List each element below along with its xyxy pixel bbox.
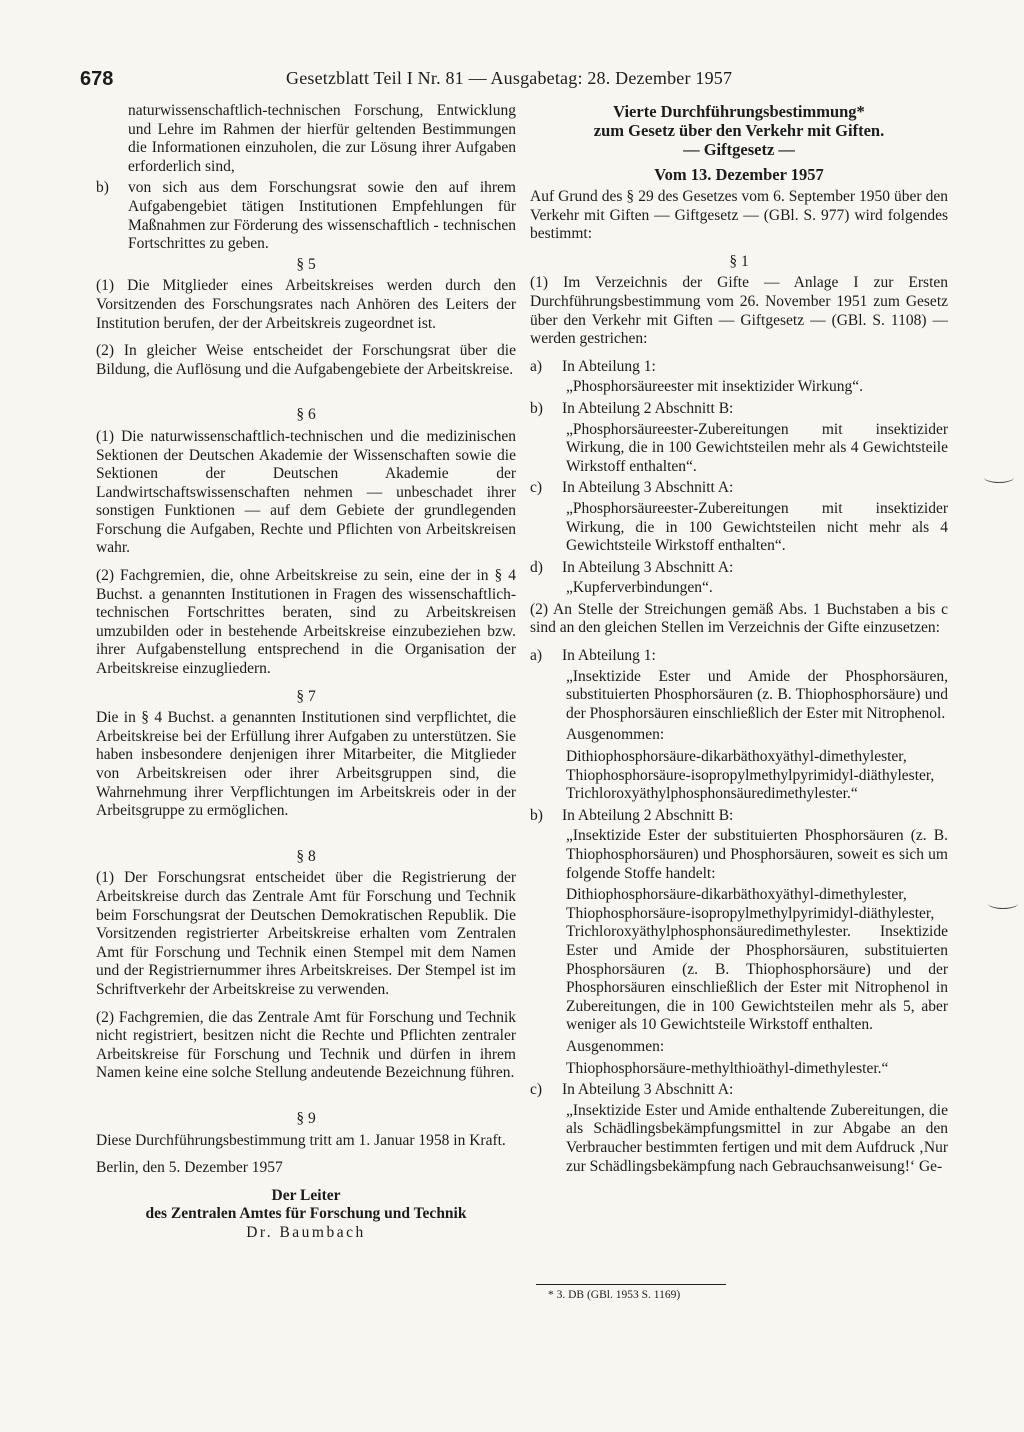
preamble: Auf Grund des § 29 des Gesetzes vom 6. September 1950 über den Verkehr mit Giften — Giftgesetz — (GBl. S. 977) wird folgendes bestimmt: — [530, 188, 948, 243]
quote: „Phosphorsäureester-Zubereitungen mit insektizider Wirkung, die in 100 Gewichtsteilen mehr als 4 Gewichtsteile Wirkstoff enthalten“. — [566, 420, 948, 475]
right-column — [530, 102, 948, 1179]
paragraph: Diese Durchführungsbestimmung tritt am 1. Januar 1958 in Kraft. — [96, 1131, 506, 1149]
quote: „Insektizide Ester und Amide enthaltende Zubereitungen, die als Schädlingsbekämpfungsmittel in zur Abgabe an den Verbraucher bestimmten fertigen und mit dem Aufdruck ‚Nur zur Schädlingsbekämpfung nach Gebrauchsanweisung!‘ Ge- — [566, 1101, 948, 1175]
left-column — [96, 102, 516, 1242]
list-label: b) — [530, 806, 543, 824]
exception-label: Ausgenommen: — [566, 1037, 665, 1055]
list-text: von sich aus dem Forschungsrat sowie den auf ihrem Aufgabengebiet tätigen Institutionen Empfehlungen für Maßnahmen zur Förderung des wissenschaftlich - technischen Fortschrittes zu geben. — [128, 179, 516, 253]
decree-date: Vom 13. Dezember 1957 — [654, 165, 824, 184]
decree-title-2: zum Gesetz über den Verkehr mit Giften. — [593, 121, 885, 140]
list-text: In Abteilung 3 Abschnitt A: — [562, 1081, 734, 1099]
exception-text: Thiophosphorsäure-methylthioäthyl-dimethylester.“ — [566, 1059, 889, 1077]
page-header — [80, 64, 960, 94]
section-heading-8: § 8 — [296, 847, 316, 865]
list-text: In Abteilung 1: — [562, 647, 656, 665]
section-heading-9: § 9 — [296, 1109, 316, 1127]
paragraph: (1) Die Mitglieder eines Arbeitskreises werden durch den Vorsitzenden des Forschungsrates nach Anhören des Leiters der Institution berufen, der der Arbeitskreis zugeordnet ist. — [96, 277, 516, 332]
decree-title-3: — Giftgesetz — — [683, 140, 795, 159]
quote: „Phosphorsäureester mit insektizider Wirkung“. — [566, 378, 863, 396]
signature-title: Der Leiter — [271, 1186, 341, 1204]
paragraph: (2) In gleicher Weise entscheidet der Forschungsrat über die Bildung, die Auflösung und die Aufgabengebiete der Arbeitskreise. — [96, 342, 516, 378]
decree-title-1: Vierte Durchführungsbestimmung* — [613, 102, 865, 121]
running-head: Gesetzblatt Teil I Nr. 81 — Ausgabetag: 28. Dezember 1957 — [286, 68, 733, 88]
list-text: In Abteilung 1: — [562, 357, 656, 375]
exception-text: Dithiophosphorsäure-dikarbäthoxyäthyl-dimethylester, Thiophosphorsäure-isopropylmethylpyrimidyl-diäthylester, Trichloroxyäthylphosphonsäuredimethylester.“ — [566, 748, 935, 803]
quote: „Insektizide Ester der substituierten Phosphorsäuren (z. B. Thiophosphorsäuren) und Phosphorsäuren, soweit es sich um folgende Stoffe handelt: — [566, 827, 948, 882]
signature-office: des Zentralen Amtes für Forschung und Technik — [145, 1205, 467, 1223]
quote: „Phosphorsäureester-Zubereitungen mit insektizider Wirkung, die in 100 Gewichtsteilen nicht mehr als 4 Gewichtsteile Wirkstoff enthalten“. — [566, 499, 948, 555]
list-item-d — [530, 559, 948, 578]
paragraph: (2) An Stelle der Streichungen gemäß Abs. 1 Buchstaben a bis c sind an den gleichen Stellen im Verzeichnis der Gifte einzusetzen: — [530, 600, 948, 637]
paragraph: Die in § 4 Buchst. a genannten Institutionen sind verpflichtet, die Arbeitskreise bei der Erfüllung ihrer Aufgaben zu unterstützen. Sie haben insbesondere denjenigen ihrer Mitarbeiter, die Mitglieder von Arbeitskreisen oder ihrer Arbeitsgruppen sind, die Wahrnehmung ihrer Verpflichtungen im Arbeitskreis oder in der Arbeitsgruppe zu ermöglichen. — [96, 709, 516, 820]
footnote-rule — [536, 1284, 726, 1285]
list-item-b2 — [530, 807, 948, 826]
substance-list: Dithiophosphorsäure-dikarbäthoxyäthyl-dimethylester, Thiophosphorsäure-isopropylmethylpyrimidyl-diäthylester, Trichloroxyäthylphosphonsäuredimethylester. Insektizide Ester und Amide der Phosphorsäuren, substituierten Phosphorsäuren (z. B. Thiophosphorsäure) und der Phosphorsäuren einschließlich der Ester mit Nitrophenol in Zubereitungen, die in 100 Gewichtsteilen mehr als 5, aber weniger als 10 Gewichtsteile Wirkstoff enthalten. — [566, 886, 948, 1034]
list-label: c) — [530, 479, 543, 497]
quote: „Kupferverbindungen“. — [566, 579, 713, 597]
list-item-b — [530, 400, 948, 419]
paragraph: (2) Fachgremien, die das Zentrale Amt für Forschung und Technik nicht registriert, besitzen nicht die Rechte und Pflichten zentraler Arbeitskreise für Forschung und Technik und dürfen in ihrem Namen keine eine solche Stellung andeutende Bezeichnung führen. — [96, 1008, 516, 1082]
paragraph: (1) Der Forschungsrat entscheidet über die Registrierung der Arbeitskreise durch das Zentrale Amt für Forschung und Technik beim Forschungsrat der Deutschen Demokratischen Republik. Die Vorsitzenden registrierter Arbeitskreise erhalten vom Zentralen Amt für Forschung und Technik einen Stempel mit dem Namen und der Registriernummer ihres Arbeitskreises. Der Stempel ist im Schriftverkehr der Arbeitskreise zu verwenden. — [96, 869, 516, 998]
section-heading-7: § 7 — [296, 687, 316, 705]
margin-mark — [984, 472, 1014, 483]
list-label: a) — [530, 647, 543, 665]
paragraph: (2) Fachgremien, die, ohne Arbeitskreise zu sein, eine der in § 4 Buchst. a genannten Institutionen in Fragen des wissenschaftlich-technischen Fortschrittes beraten, sind zu Arbeitskreisen umzubilden oder in bestehende Arbeitskreise einzubeziehen bzw. ihrer Aufgabenstellung entsprechend in die Organisation der Arbeitskreise einzugliedern. — [96, 567, 516, 678]
list-label: c) — [530, 1081, 543, 1099]
list-text: In Abteilung 2 Abschnitt B: — [562, 399, 734, 417]
place-date: Berlin, den 5. Dezember 1957 — [96, 1159, 283, 1177]
list-label: d) — [530, 558, 543, 576]
list-item-a2 — [530, 647, 948, 666]
quote: „Insektizide Ester und Amide der Phosphorsäuren, substituierten Phosphorsäuren (z. B. Thiophosphorsäure) und der Phosphorsäuren einschließlich der Ester mit Nitrophenol. — [566, 667, 948, 722]
list-text: In Abteilung 3 Abschnitt A: — [562, 558, 734, 576]
list-item-c — [530, 479, 948, 498]
section-heading-5: § 5 — [296, 255, 316, 273]
list-label: a) — [530, 357, 543, 375]
paragraph: (1) Die naturwissenschaftlich-technischen und die medizinischen Sektionen der Deutschen Akademie der Wissenschaften sowie die Sektionen der Deutschen Akademie der Landwirtschaftswissenschaften nehmen — unbeschadet ihrer sonstigen Funktionen — auf dem Gebiete der grundlegenden Forschung die Aufgaben, Rechte und Pflichten von Arbeitskreisen wahr. — [96, 427, 516, 557]
list-item-c2 — [530, 1081, 948, 1100]
signature-name: Dr. Baumbach — [246, 1223, 366, 1241]
list-text: In Abteilung 3 Abschnitt A: — [562, 479, 734, 497]
exception-label: Ausgenommen: — [566, 726, 665, 744]
list-label: b) — [530, 399, 543, 417]
page-number: 678 — [80, 68, 114, 90]
list-item-b — [96, 179, 516, 253]
list-item-a — [530, 358, 948, 377]
paragraph: (1) Im Verzeichnis der Gifte — Anlage I zur Ersten Durchführungsbestimmung vom 26. November 1951 zum Gesetz über den Verkehr mit Giften — Giftgesetz — (GBl. S. 1108) — werden gestrichen: — [530, 274, 948, 348]
section-heading-1: § 1 — [729, 252, 749, 270]
footnote: * 3. DB (GBl. 1953 S. 1169) — [548, 1289, 681, 1301]
section-heading-6: § 6 — [296, 406, 316, 424]
margin-mark — [988, 898, 1018, 909]
list-label: b) — [96, 179, 109, 197]
continued-item-text: naturwissenschaftlich-technischen Forschung, Entwicklung und Lehre im Rahmen der hierfür geltenden Bestimmungen die Informationen einzuholen, die zur Lösung ihrer Aufgaben erforderlich sind, — [128, 102, 516, 175]
list-text: In Abteilung 2 Abschnitt B: — [562, 806, 734, 824]
